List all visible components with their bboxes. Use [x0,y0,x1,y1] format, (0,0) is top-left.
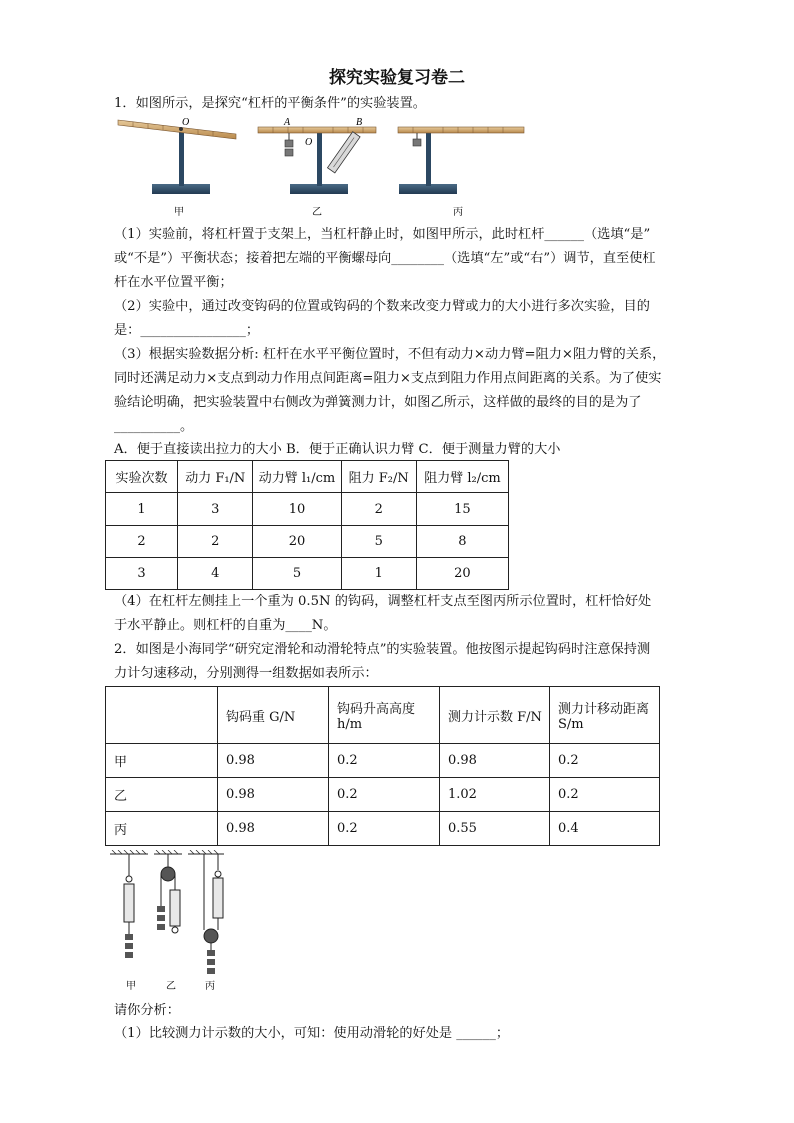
table-cell: 1 [341,558,416,590]
table-cell: 0.98 [218,778,329,812]
table-cell: 0.98 [218,744,329,778]
table-cell: 丙 [106,812,218,846]
q1-p3-line3: 验结论明确，把实验装置中右侧改为弹簧测力计，如图乙所示，这样做的最终的目的是为了 [114,395,642,410]
label-B: B [356,117,363,128]
table-row [106,558,509,590]
q1-p1-line1: （1）实验前，将杠杆置于支架上，当杠杆静止时，如图甲所示，此时杠杆______（选填“是” [114,227,651,242]
table-row [106,812,660,846]
table-header: 实验次数 [106,461,178,493]
label-A: A [284,117,291,128]
q1-p2-line2: 是：________________； [114,323,260,338]
q1-p1-line3: 杆在水平位置平衡； [114,275,233,290]
q2-intro-line1: 2．如图是小海同学“研究定滑轮和动滑轮特点”的实验装置。他按图示提起钩码时注意保持测 [114,642,651,657]
table-cell: 0.98 [218,812,329,846]
table-row [106,744,660,778]
table-cell: 5 [341,526,416,558]
table-cell: 3 [106,558,178,590]
page-title: 探究实验复习卷二 [329,68,465,88]
lever-data-table [105,460,509,590]
table-cell: 0.98 [440,744,550,778]
pulley-jia [124,854,134,958]
table-header: 动力臂 l₁/cm [253,461,341,493]
table-cell: 2 [178,526,253,558]
pulley-bing [204,854,223,974]
table-row [106,526,509,558]
q2-intro-line2: 力计匀速移动，分别测得一组数据如表所示： [114,666,378,681]
table-cell: 0.2 [329,778,440,812]
q1-options: A．便于直接读出拉力的大小 B．便于正确认识力臂 C．便于测量力臂的大小 [114,442,561,457]
table-cell: 8 [416,526,508,558]
table-cell: 1 [106,493,178,526]
q1-p4-line1: （4）在杠杆左侧挂上一个重为 0.5N 的钩码，调整杠杆支点至图丙所示位置时，杠杆恰好处 [114,594,652,609]
stand-pole [426,128,431,186]
table-cell: 2 [341,493,416,526]
table-cell: 0.2 [549,744,659,778]
fig-label-yi: 乙 [166,981,176,992]
fig-label-jia: 甲 [174,207,184,218]
q1-p3-line2: 同时还满足动力×支点到动力作用点间距离=阻力×支点到阻力作用点间距离的关系。为了使实 [114,371,662,386]
weight [285,149,293,156]
q1-p3-line1: （3）根据实验数据分析: 杠杆在水平平衡位置时，不但有动力×动力臂=阻力×阻力臂的关系， [114,347,666,362]
fig-label-yi: 乙 [312,207,322,218]
table-cell: 乙 [106,778,218,812]
q1-p2-line1: （2）实验中，通过改变钩码的位置或钩码的个数来改变力臂或力的大小进行多次实验，目的 [114,299,650,314]
table-cell: 0.55 [440,812,550,846]
table-header: 钩码升高高度 h/m [329,687,440,744]
fig-label-bing: 丙 [453,207,463,218]
table-row [106,493,509,526]
table-cell: 1.02 [440,778,550,812]
stand-pole [317,128,322,186]
q1-p1-line2: 或“不是”）平衡状态；接着把左端的平衡螺母向________（选填“左”或“右”）调节，直至使杠 [114,251,656,266]
table-cell: 0.2 [329,812,440,846]
table-cell: 10 [253,493,341,526]
table-cell: 0.4 [549,812,659,846]
q1-p3-line4: __________。 [114,419,194,434]
table-header [106,687,218,744]
lever-bar-tilted [118,120,236,139]
label-O-yi: O [305,137,313,148]
table-header: 阻力臂 l₂/cm [416,461,508,493]
table-cell: 2 [106,526,178,558]
weight [285,140,293,147]
fig-label-bing: 丙 [205,981,215,992]
table-header-row [106,461,509,493]
q2-analysis: 请你分析： [114,1003,180,1018]
table-cell: 甲 [106,744,218,778]
table-header: 动力 F₁/N [178,461,253,493]
lever-jia [118,120,236,194]
q1-p4-line2: 于水平静止。则杠杆的自重为____N。 [114,618,337,633]
stand-pole [179,128,184,186]
table-cell: 0.2 [329,744,440,778]
q1-intro: 1．如图所示，是探究“杠杆的平衡条件”的实验装置。 [114,96,426,111]
pulley-yi [157,854,180,933]
table-header: 测力计移动距离 S/m [549,687,659,744]
pulley-figures [108,850,233,995]
table-cell: 20 [416,558,508,590]
table-cell: 4 [178,558,253,590]
lever-bing [398,127,524,194]
lever-bar [398,127,524,133]
table-header: 阻力 F₂/N [341,461,416,493]
table-header: 测力计示数 F/N [440,687,550,744]
lever-yi [258,127,376,194]
table-cell: 3 [178,493,253,526]
label-O-jia: O [182,117,190,128]
weight [413,139,421,146]
table-cell: 15 [416,493,508,526]
table-header-row [106,687,660,744]
table-row [106,778,660,812]
table-header: 钩码重 G/N [218,687,329,744]
q2-p1: （1）比较测力计示数的大小，可知：使用动滑轮的好处是 ______； [114,1026,510,1041]
table-cell: 5 [253,558,341,590]
table-cell: 0.2 [549,778,659,812]
spring-scale [327,132,360,173]
fig-label-jia: 甲 [126,981,136,992]
pulley-data-table [105,686,660,846]
table-cell: 20 [253,526,341,558]
lever-figures [108,114,538,220]
